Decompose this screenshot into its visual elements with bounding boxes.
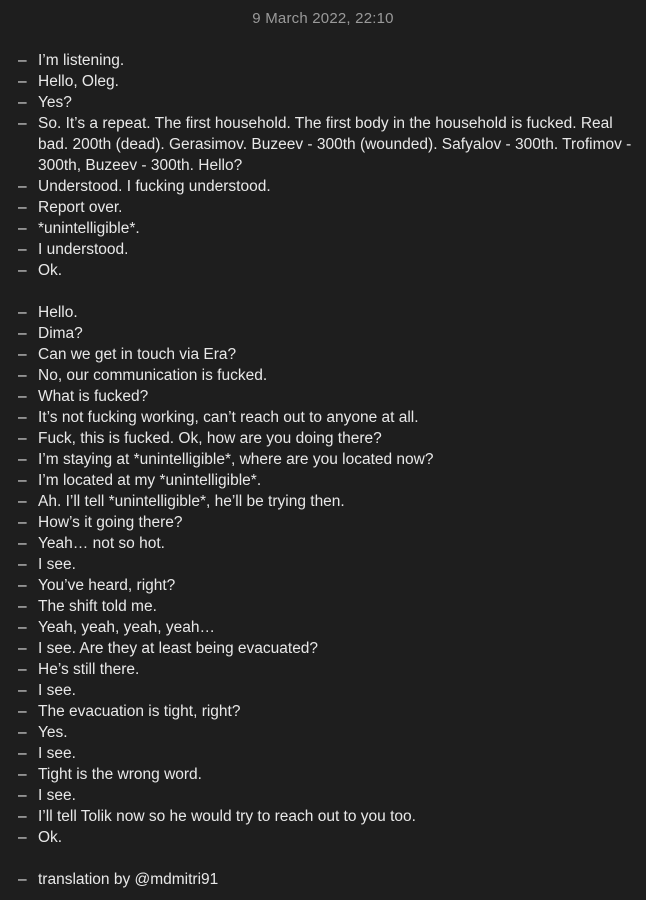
transcript-line: – I see. xyxy=(18,785,636,806)
transcript-line: – Dima? xyxy=(18,323,636,344)
transcript-line: – I’m listening. xyxy=(18,50,636,71)
transcript-line: – Yeah… not so hot. xyxy=(18,533,636,554)
transcript-line: – I see. xyxy=(18,743,636,764)
transcript-line: – Yes? xyxy=(18,92,636,113)
transcript-line: – I see. xyxy=(18,680,636,701)
message-date: 9 March 2022, 22:10 xyxy=(252,10,394,27)
transcript-line: – Yeah, yeah, yeah, yeah… xyxy=(18,617,636,638)
translator-credit-block xyxy=(0,869,646,890)
transcript-line: – I understood. xyxy=(18,239,636,260)
transcript-line: – Ok. xyxy=(18,827,636,848)
transcript-line: – Hello. xyxy=(18,302,636,323)
transcript-line: – So. It’s a repeat. The first household. The first body in the household is fucked. Real bad. 200th (dead). Gerasimov. Buzeev - 300th (wounded). Safyalov - 300th. Trofimov - 300th, Buzeev - 300th. Hello? xyxy=(18,113,636,176)
transcript-block-2 xyxy=(0,302,646,848)
transcript-line: – *unintelligible*. xyxy=(18,218,636,239)
transcript-line: – He’s still there. xyxy=(18,659,636,680)
transcript-line: – What is fucked? xyxy=(18,386,636,407)
transcript-line: – How’s it going there? xyxy=(18,512,636,533)
transcript-line: – The evacuation is tight, right? xyxy=(18,701,636,722)
transcript-line: – Fuck, this is fucked. Ok, how are you doing there? xyxy=(18,428,636,449)
transcript-line: – I see. Are they at least being evacuated? xyxy=(18,638,636,659)
transcript-line: – Can we get in touch via Era? xyxy=(18,344,636,365)
transcript-line: – I see. xyxy=(18,554,636,575)
transcript-line: – Yes. xyxy=(18,722,636,743)
transcript-line: – I’m located at my *unintelligible*. xyxy=(18,470,636,491)
transcript-line: – The shift told me. xyxy=(18,596,636,617)
transcript-line: – Tight is the wrong word. xyxy=(18,764,636,785)
transcript-line: – Hello, Oleg. xyxy=(18,71,636,92)
transcript-line: – Report over. xyxy=(18,197,636,218)
transcript-line: – Ok. xyxy=(18,260,636,281)
transcript-line: – No, our communication is fucked. xyxy=(18,365,636,386)
transcript-line: – You’ve heard, right? xyxy=(18,575,636,596)
transcript-line: – Ah. I’ll tell *unintelligible*, he’ll be trying then. xyxy=(18,491,636,512)
transcript-block-1 xyxy=(0,50,646,281)
translator-credit: – translation by @mdmitri91 xyxy=(18,869,636,890)
transcript-line: – I’m staying at *unintelligible*, where are you located now? xyxy=(18,449,636,470)
transcript-line: – Understood. I fucking understood. xyxy=(18,176,636,197)
transcript-line: – I’ll tell Tolik now so he would try to reach out to you too. xyxy=(18,806,636,827)
transcript-line: – It’s not fucking working, can’t reach out to anyone at all. xyxy=(18,407,636,428)
